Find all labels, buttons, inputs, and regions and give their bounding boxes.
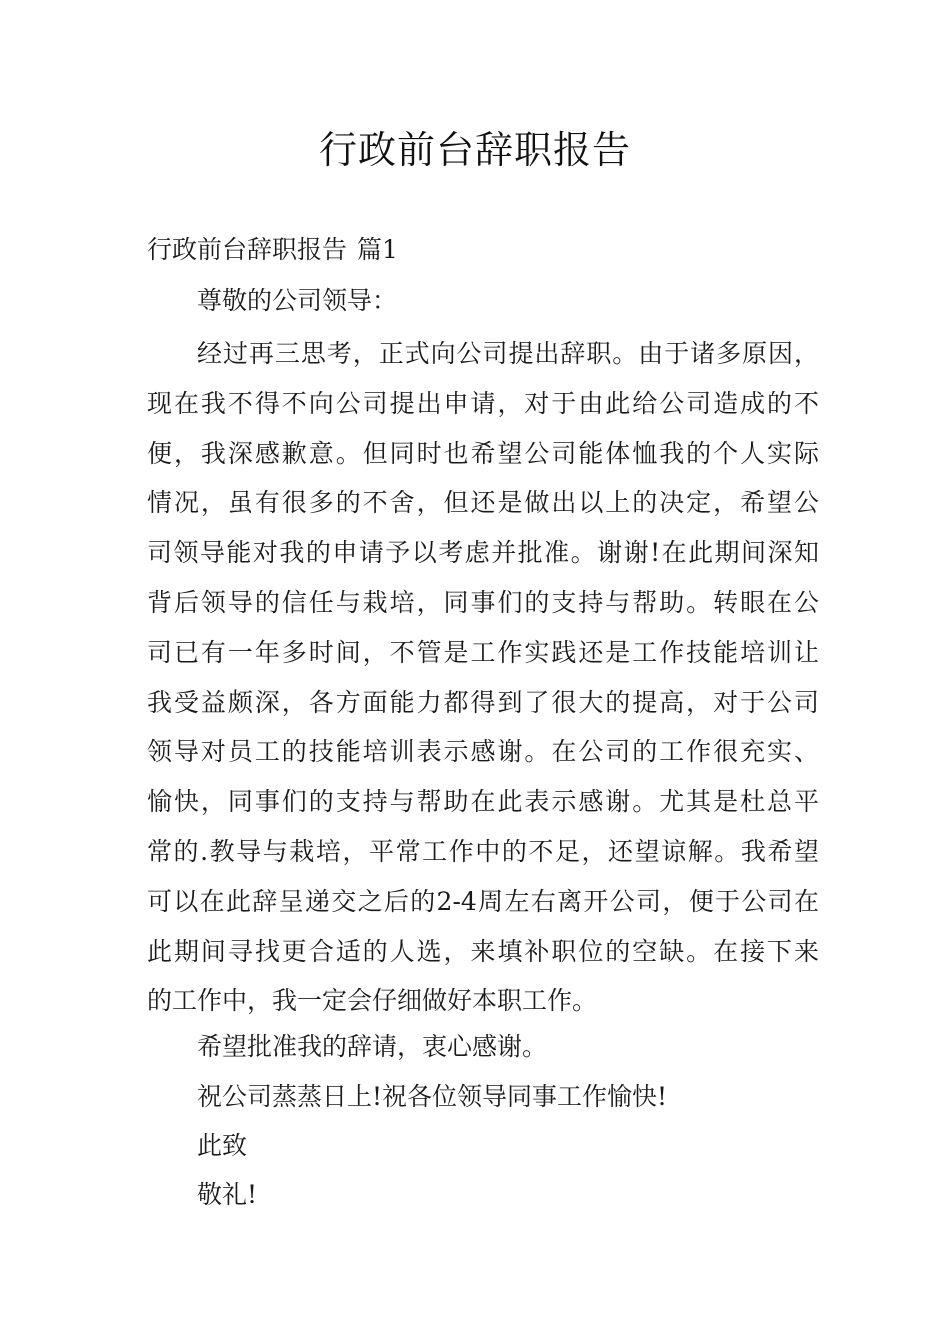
body-line: 我受益颇深，各方面能力都得到了很大的提高，对于公司 [147,687,819,717]
body-line: 情况，虽有很多的不舍，但还是做出以上的决定，希望公 [147,488,819,518]
salutation: 尊敬的公司领导： [197,286,398,315]
section-heading-text: 行政前台辞职报告 [147,235,348,264]
body-line: 经过再三思考，正式向公司提出辞职。由于诸多原因， [197,339,819,368]
closing-jing-li: 敬礼! [197,1180,258,1209]
body-line: 领导对员工的技能培训表示感谢。在公司的工作很充实、 [147,737,819,767]
body-line: 此期间寻找更合适的人选，来填补职位的空缺。在接下来 [147,936,819,966]
body-line: 的工作中，我一定会仔细做好本职工作。 [147,986,598,1016]
body-line: 可以在此辞呈递交之后的2-4周左右离开公司，便于公司在 [147,886,819,916]
document-title: 行政前台辞职报告 [318,128,631,172]
body-line: 司领导能对我的申请予以考虑并批准。谢谢!在此期间深知 [147,538,819,568]
body-line: 背后领导的信任与栽培，同事们的支持与帮助。转眼在公 [147,587,819,617]
closing-request: 希望批准我的辞请，衷心感谢。 [197,1032,548,1061]
body-line: 现在我不得不向公司提出申请，对于由此给公司造成的不 [147,388,819,418]
section-number: 篇1 [357,235,398,264]
body-paragraph [147,329,819,1026]
closing-ci-zhi: 此致 [197,1131,248,1160]
body-line: 便，我深感歉意。但同时也希望公司能体恤我的个人实际 [147,438,819,468]
body-line: 常的.教导与栽培，平常工作中的不足，还望谅解。我希望 [147,836,819,866]
body-line: 司已有一年多时间，不管是工作实践还是工作技能培训让 [147,637,819,667]
body-line: 愉快，同事们的支持与帮助在此表示感谢。尤其是杜总平 [147,787,819,817]
closing-wishes: 祝公司蒸蒸日上!祝各位领导同事工作愉快! [197,1082,668,1111]
section-heading [147,228,398,272]
